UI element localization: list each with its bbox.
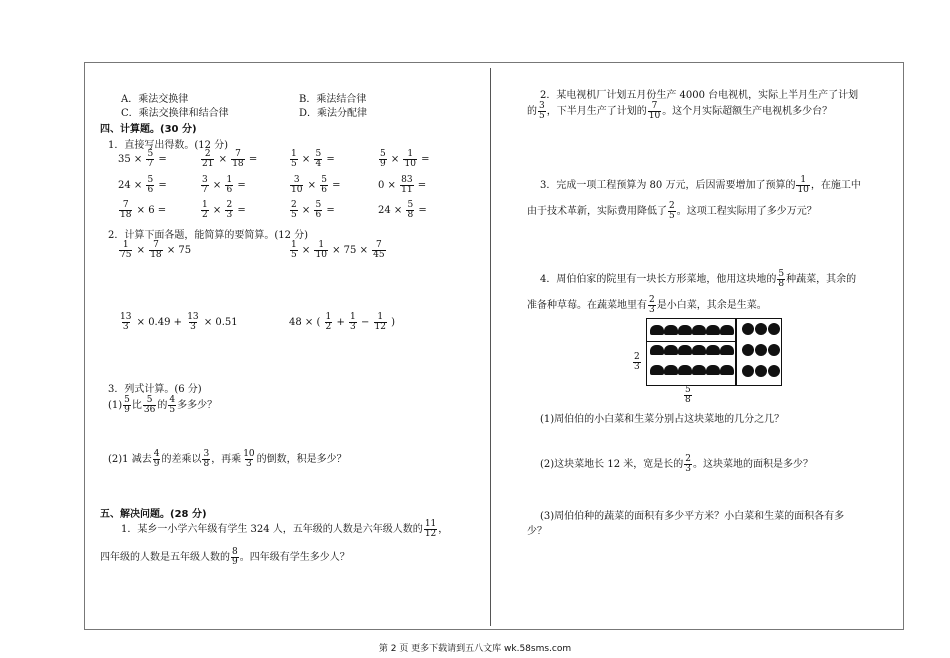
lettuce-icon — [678, 345, 692, 355]
cabbage-icon — [692, 325, 706, 335]
expr-5: 24 × $\frac{5}{6}$ = — [118, 175, 167, 195]
cabbage-lettuce-divider — [647, 341, 735, 342]
cabbage-icon — [650, 325, 664, 335]
option-b: B．乘法结合律 — [299, 94, 367, 105]
page-footer: 第 2 页 更多下载请到五八文库 wk.58sms.com — [378, 644, 572, 654]
expr-12: 24 × $\frac{5}{8}$ = — [378, 200, 427, 220]
expr-1: 35 × $\frac{5}{7}$ = — [118, 149, 167, 169]
lettuce-icon — [720, 365, 734, 375]
strawberry-icon — [755, 344, 767, 356]
lettuce-icon — [706, 365, 720, 375]
lettuce-icon — [664, 345, 678, 355]
lettuce-icon — [692, 365, 706, 375]
strawberry-icon — [742, 323, 754, 335]
cabbage-icon — [664, 325, 678, 335]
problem-1-line-1: 1．某乡一小学六年级有学生 324 人，五年级的人数是六年级人数的 $\frac{11}{12}$ ， — [121, 519, 449, 539]
option-a: A．乘法交换律 — [121, 94, 189, 105]
expr-8: 0 × $\frac{83}{11}$ = — [378, 175, 427, 195]
strawberry-icon — [742, 344, 754, 356]
q4-3-line-2: 少？ — [527, 526, 547, 537]
figure-label-2-3: $\frac{2}{3}$ — [634, 352, 640, 372]
q3-1: (1) $\frac{5}{9}$ 比 $\frac{5}{36}$ 的 $\frac{4}{5}$ 多多少？ — [108, 395, 218, 415]
q2-title: 2．计算下面各题，能简算的要简算。(12 分) — [108, 230, 309, 241]
strawberry-icon — [742, 365, 754, 377]
lettuce-icon — [678, 365, 692, 375]
lettuce-icon — [692, 345, 706, 355]
cabbage-icon — [720, 325, 734, 335]
expr-9: $\frac{7}{18}$ × 6 = — [120, 200, 167, 220]
strawberry-icon — [768, 365, 780, 377]
expr-10: $\frac{1}{2}$ × $\frac{2}{3}$ = — [202, 200, 246, 220]
problem-4-line-1: 4．周伯伯家的院里有一块长方形菜地，他用这块地的 $\frac{5}{8}$ 种蔬菜，其余的 — [540, 269, 857, 289]
cabbage-icon — [678, 325, 692, 335]
garden-figure — [646, 318, 782, 386]
expr-7: $\frac{3}{10}$ × $\frac{5}{6}$ = — [291, 175, 341, 195]
option-c: C．乘法交换律和结合律 — [121, 108, 229, 119]
problem-1-line-2: 四年级的人数是五年级人数的 $\frac{8}{9}$ 。四年级有学生多少人？ — [100, 547, 350, 567]
q2-expr-2: $\frac{1}{5}$ × $\frac{1}{10}$ × 75 × $\frac{7}{45}$ — [291, 240, 385, 260]
q2-expr-1: $\frac{1}{75}$ × $\frac{7}{18}$ × 75 — [120, 240, 192, 260]
expr-11: $\frac{2}{5}$ × $\frac{5}{6}$ = — [291, 200, 335, 220]
problem-3-line-2: 由于技术革新，实际费用降低了 $\frac{2}{5}$ 。这项工程实际用了多少万元？ — [527, 201, 817, 221]
lettuce-icon — [664, 365, 678, 375]
q3-title: 3．列式计算。(6 分) — [108, 384, 202, 395]
vegetable-strawberry-divider — [735, 319, 737, 385]
lettuce-icon — [650, 365, 664, 375]
figure-label-5-8: $\frac{5}{8}$ — [685, 385, 691, 405]
strawberry-icon — [755, 365, 767, 377]
strawberry-icon — [768, 323, 780, 335]
expr-4: $\frac{5}{9}$ × $\frac{1}{10}$ = — [380, 149, 430, 169]
lettuce-icon — [706, 345, 720, 355]
cabbage-icon — [706, 325, 720, 335]
strawberry-icon — [768, 344, 780, 356]
problem-4-line-2: 准备种草莓。在蔬菜地里有 $\frac{2}{3}$ 是小白菜，其余是生菜。 — [527, 295, 767, 315]
strawberry-icon — [755, 323, 767, 335]
problem-2-line-1: 2．某电视机厂计划五月份生产 4000 台电视机，实际上半月生产了计划 — [540, 90, 859, 101]
expr-3: $\frac{1}{5}$ × $\frac{5}{4}$ = — [291, 149, 335, 169]
q3-2: (2)1 减去 $\frac{4}{9}$ 的差乘以 $\frac{3}{8}$ ，再乘 $\frac{10}{3}$ 的倒数，积是多少？ — [108, 449, 347, 469]
expr-6: $\frac{3}{7}$ × $\frac{1}{6}$ = — [202, 175, 246, 195]
lettuce-icon — [650, 345, 664, 355]
option-d: D．乘法分配律 — [299, 108, 368, 119]
problem-2-line-2: 的 $\frac{3}{5}$ ，下半月生产了计划的 $\frac{7}{10}$ 。这个月实际超额生产电视机多少台？ — [527, 101, 833, 121]
section4-title: 四、计算题。(30 分) — [100, 124, 197, 135]
problem-3-line-1: 3．完成一项工程预算为 80 万元，后因需要增加了预算的 $\frac{1}{10}$ ，在施工中 — [540, 175, 861, 195]
column-divider — [490, 68, 491, 626]
lettuce-icon — [720, 345, 734, 355]
q1-title: 1．直接写出得数。(12 分) — [108, 140, 229, 151]
q2-expr-4: 48 × ( $\frac{1}{2}$ + $\frac{1}{3}$ − $\frac{1}{12}$ ) — [289, 312, 396, 332]
q2-expr-3: $\frac{13}{3}$ × 0.49 + $\frac{13}{3}$ × 0.51 — [120, 312, 238, 332]
q4-3-line-1: (3)周伯伯种的蔬菜的面积有多少平方米？小白菜和生菜的面积各有多 — [540, 511, 845, 522]
q4-2: (2)这块菜地长 12 米，宽是长的 $\frac{2}{3}$ 。这块菜地的面积是多少？ — [540, 454, 813, 474]
section5-title: 五、解决问题。(28 分) — [100, 509, 207, 520]
expr-2: $\frac{2}{21}$ × $\frac{7}{18}$ = — [202, 149, 258, 169]
q4-1: (1)周伯伯的小白菜和生菜分别占这块菜地的几分之几？ — [540, 414, 785, 425]
